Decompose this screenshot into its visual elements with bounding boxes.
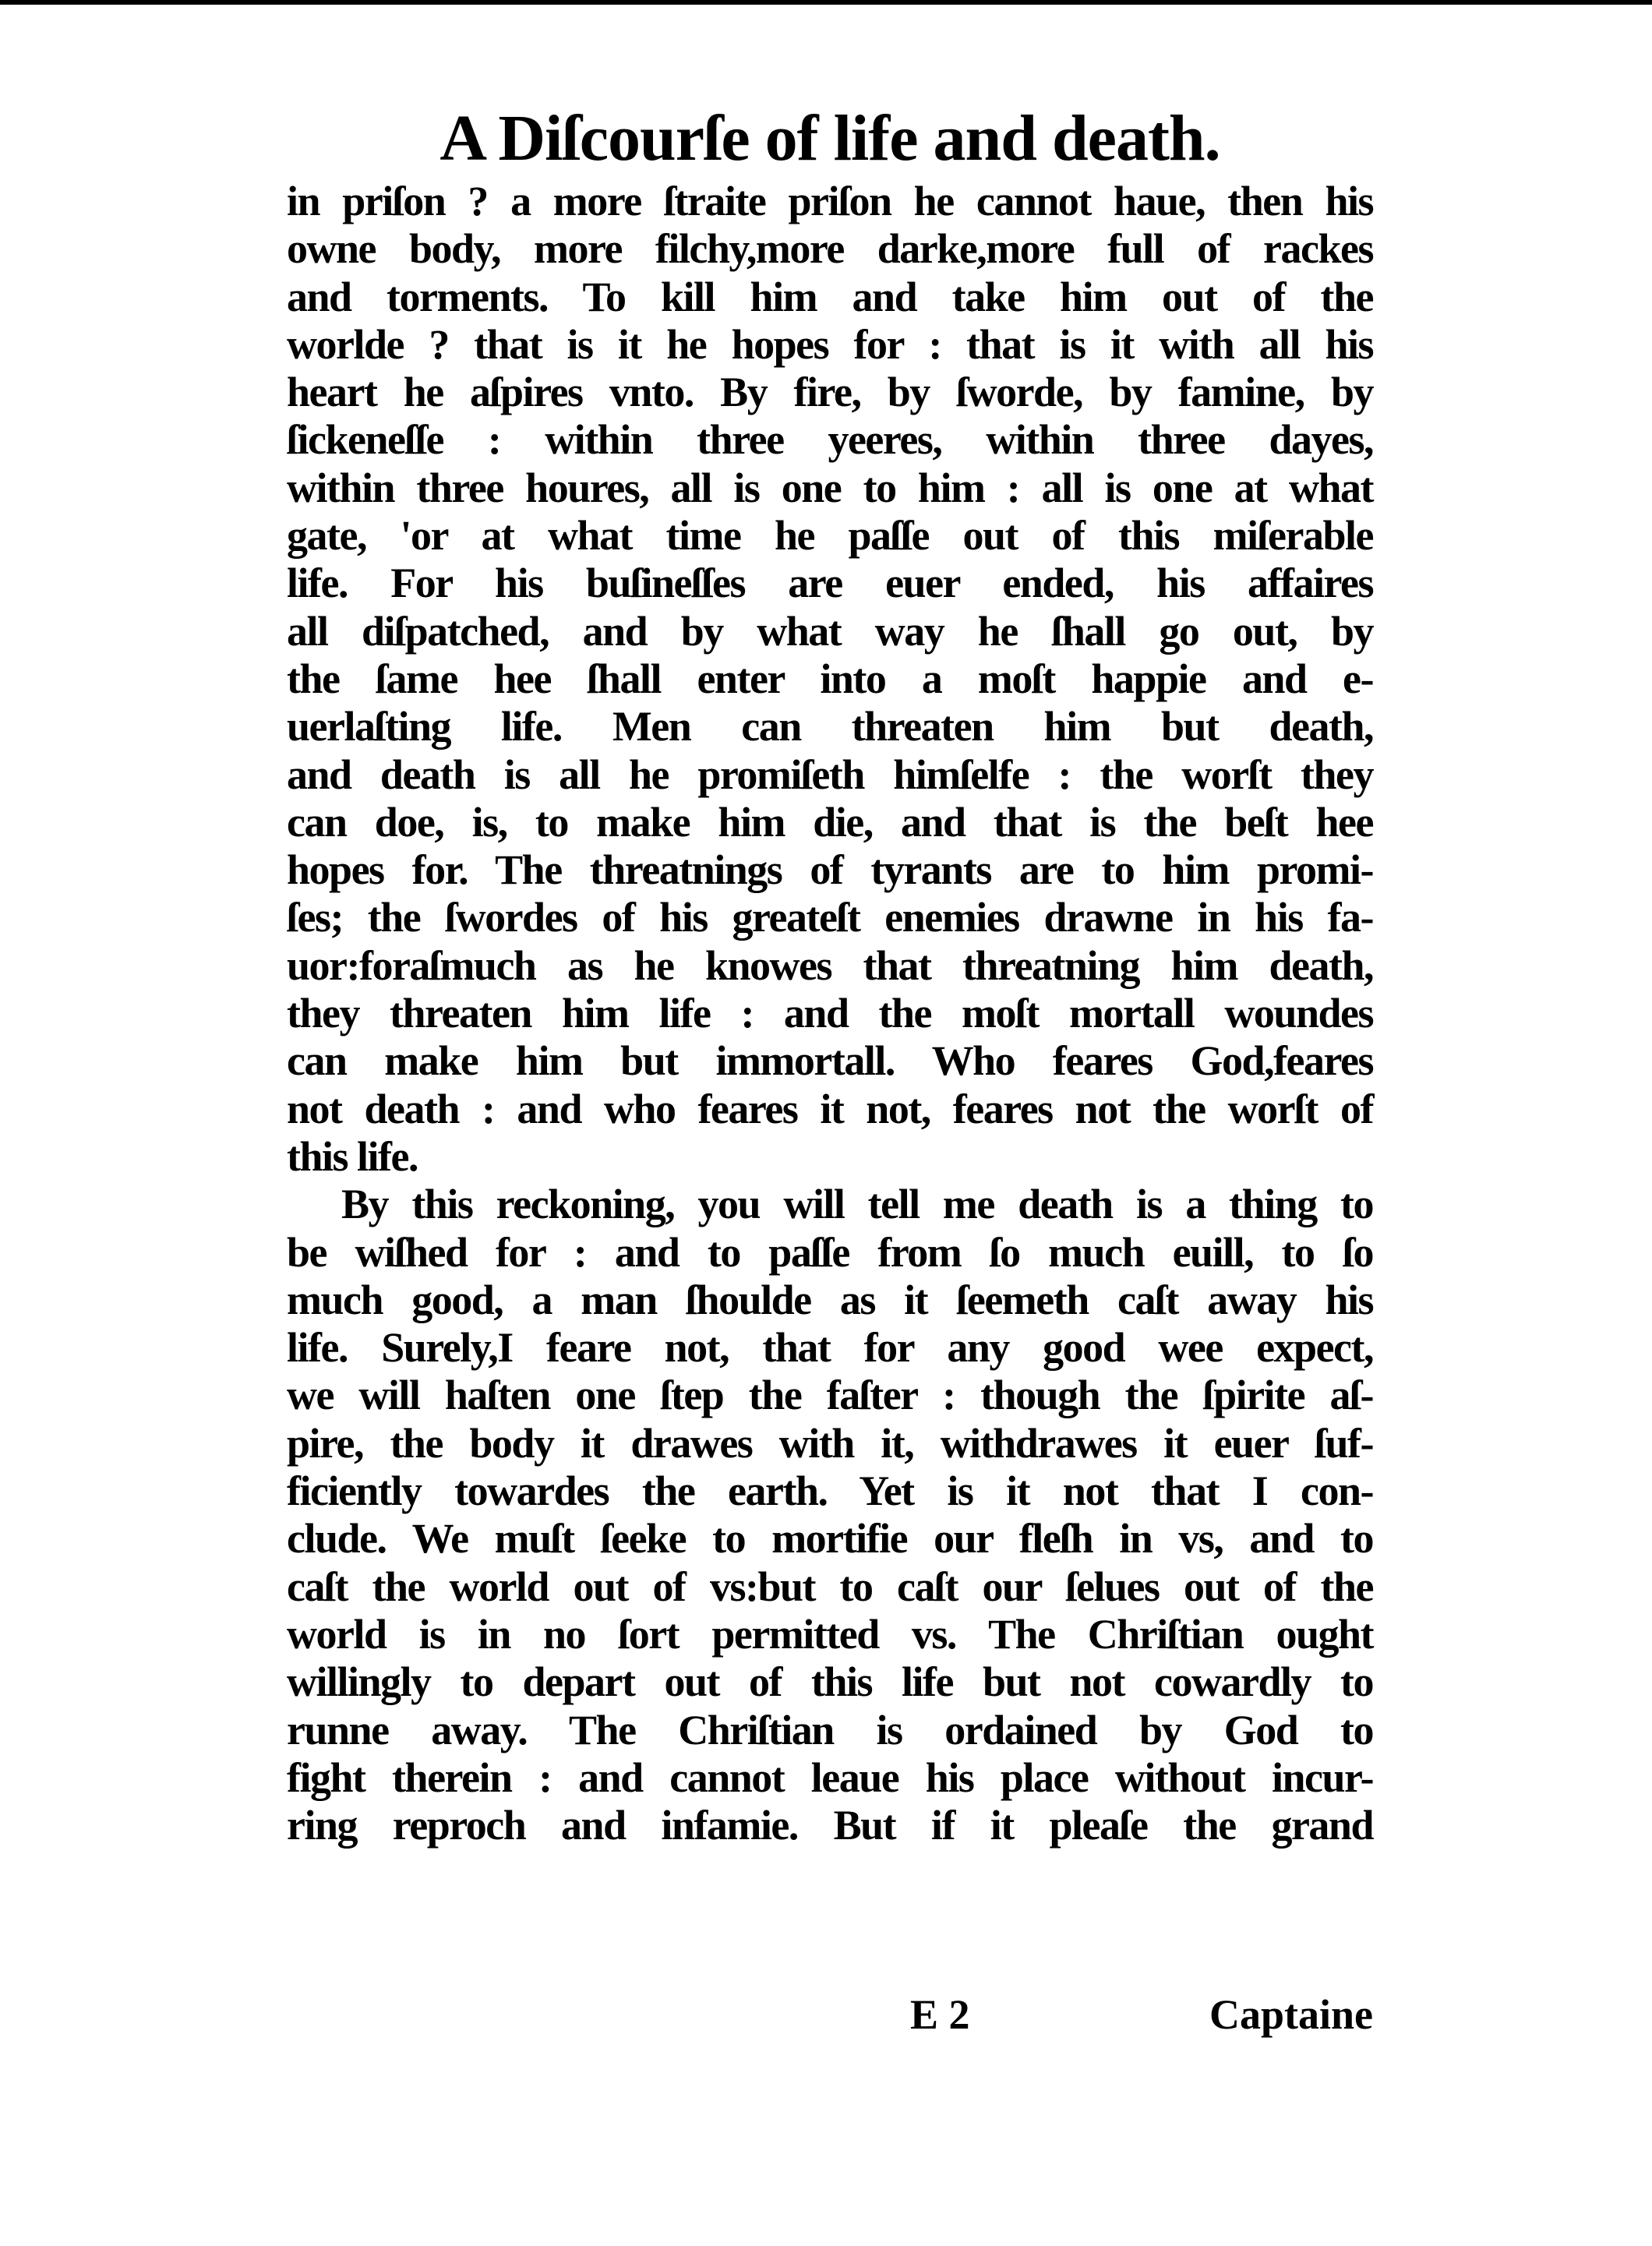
text-line: all diſpatched, and by what way he ſhall go out, by bbox=[287, 607, 1373, 655]
text-line: owne body, more filchy,more darke,more full of rackes bbox=[287, 225, 1373, 273]
text-line: hopes for. The threatnings of tyrants are to him promi- bbox=[287, 846, 1373, 894]
text-line: worlde ? that is it he hopes for : that is it with all his bbox=[287, 320, 1373, 368]
text-line: and death is all he promiſeth himſelfe : the worſt they bbox=[287, 750, 1373, 798]
text-line: heart he aſpires vnto. By fire, by ſworde, by famine, by bbox=[287, 369, 1373, 416]
text-line: gate, 'or at what time he paſſe out of this miſerable bbox=[287, 512, 1373, 560]
text-line: willingly to depart out of this life but not cowardly to bbox=[287, 1658, 1373, 1706]
signature-mark: E 2 bbox=[910, 1991, 970, 2038]
text-line: they threaten him life : and the moſt mortall woundes bbox=[287, 990, 1373, 1037]
running-title: A Diſcourſe of life and death. bbox=[439, 102, 1220, 175]
text-line: be wiſhed for : and to paſſe from ſo much euill, to ſo bbox=[287, 1228, 1373, 1276]
body-text bbox=[287, 178, 1373, 1849]
text-line: pire, the body it drawes with it, withdrawes it euer ſuf- bbox=[287, 1419, 1373, 1467]
text-line: much good, a man ſhoulde as it ſeemeth caſt away his bbox=[287, 1276, 1373, 1323]
text-line: caſt the world out of vs:but to caſt our ſelues out of the bbox=[287, 1563, 1373, 1610]
text-line: not death : and who feares it not, feares not the worſt of bbox=[287, 1085, 1373, 1132]
text-line: ſes; the ſwordes of his greateſt enemies drawne in his fa- bbox=[287, 894, 1373, 941]
catchword: Captaine bbox=[1209, 1991, 1373, 2038]
text-line: this life. bbox=[287, 1132, 418, 1180]
text-line: By this reckoning, you will tell me death is a thing to bbox=[341, 1181, 1373, 1228]
text-line: ſickeneſſe : within three yeeres, within three dayes, bbox=[287, 416, 1373, 464]
text-line: fight therein : and cannot leaue his place without incur- bbox=[287, 1753, 1373, 1801]
text-line: and torments. To kill him and take him out of the bbox=[287, 273, 1373, 320]
text-line: runne away. The Chriſtian is ordained by God to bbox=[287, 1706, 1373, 1753]
scan-top-border bbox=[0, 0, 1652, 5]
text-line: the ſame hee ſhall enter into a moſt happie and e- bbox=[287, 655, 1373, 702]
text-line: world is in no ſort permitted vs. The Chriſtian ought bbox=[287, 1610, 1373, 1658]
text-line: can doe, is, to make him die, and that is the beſt hee bbox=[287, 798, 1373, 846]
text-line: ring reproch and infamie. But if it pleaſe the grand bbox=[287, 1802, 1373, 1849]
text-line: uor:foraſmuch as he knowes that threatning him death, bbox=[287, 941, 1373, 989]
text-line: can make him but immortall. Who feares God,feares bbox=[287, 1037, 1373, 1085]
text-line: clude. We muſt ſeeke to mortifie our fleſh in vs, and to bbox=[287, 1515, 1373, 1563]
text-line: ficiently towardes the earth. Yet is it not that I con- bbox=[287, 1467, 1373, 1515]
text-line: uerlaſting life. Men can threaten him but death, bbox=[287, 703, 1373, 750]
text-line: life. Surely,I feare not, that for any good wee expect, bbox=[287, 1324, 1373, 1372]
text-line: we will haſten one ſtep the faſter : though the ſpirite aſ- bbox=[287, 1372, 1373, 1419]
text-line: within three houres, all is one to him : all is one at what bbox=[287, 464, 1373, 511]
text-line: in priſon ? a more ſtraite priſon he cannot haue, then his bbox=[287, 178, 1373, 224]
text-line: life. For his buſineſſes are euer ended, his affaires bbox=[287, 560, 1373, 607]
